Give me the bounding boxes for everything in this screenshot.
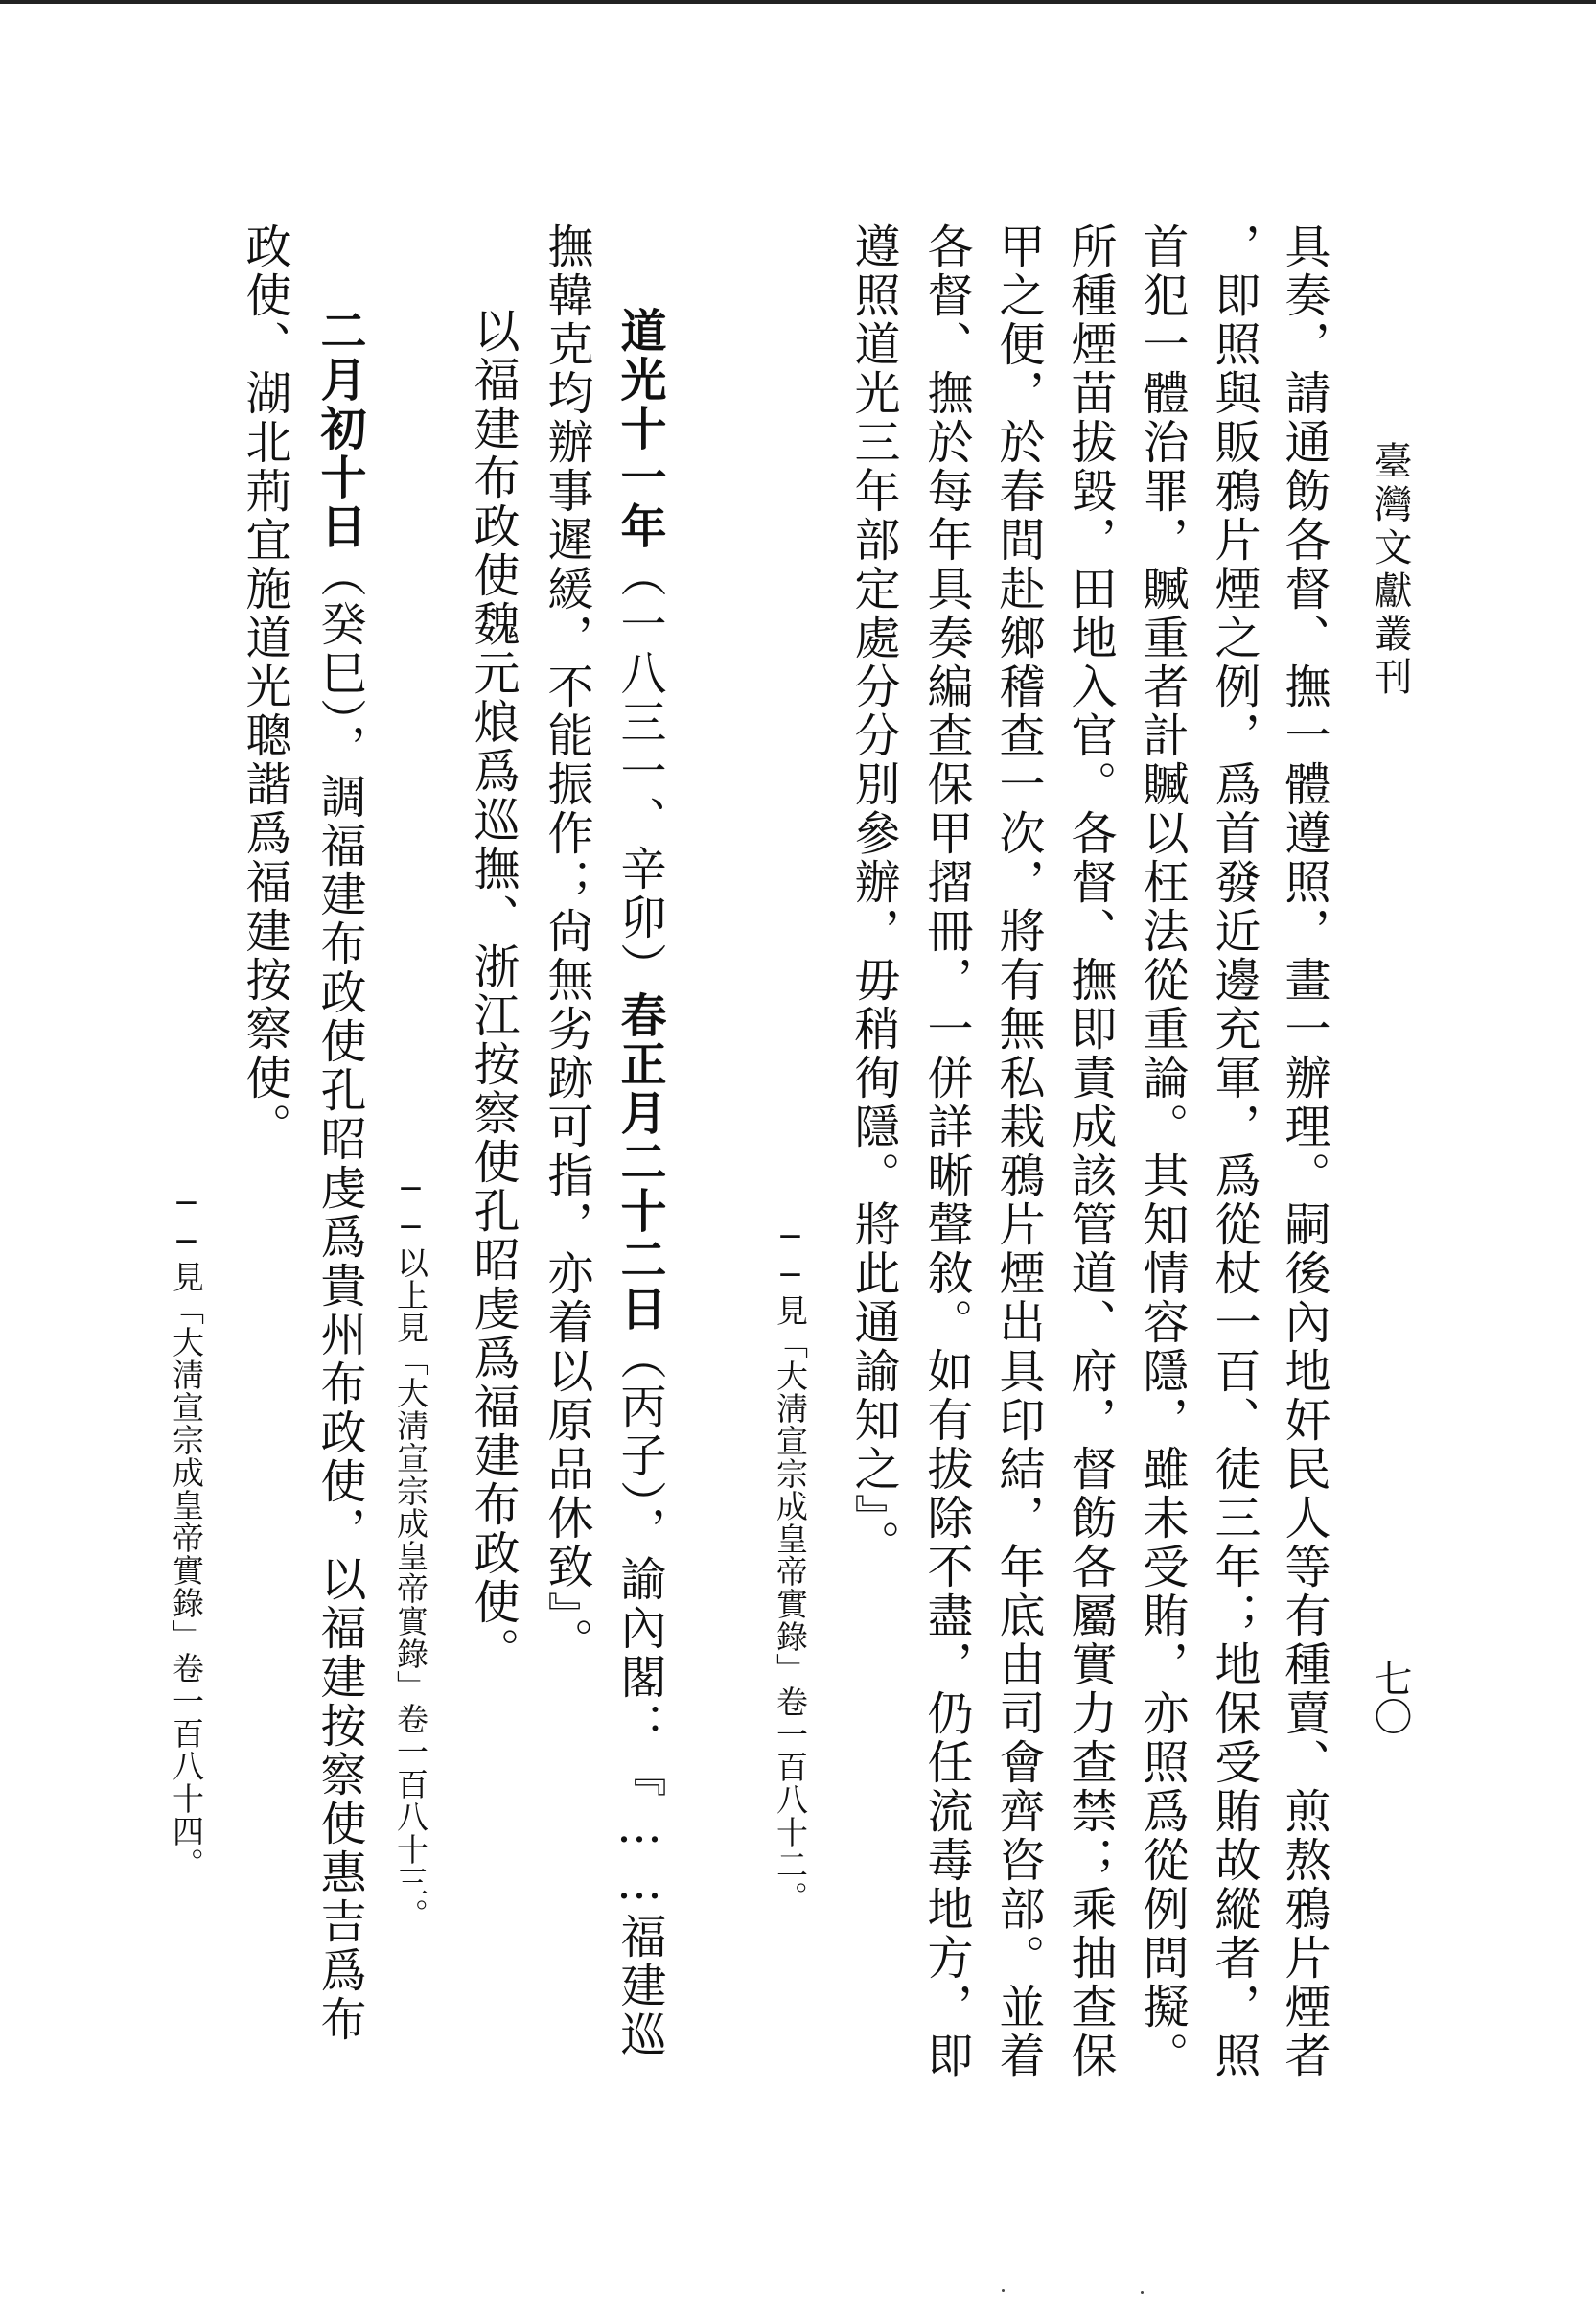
- passage-line-2: ，即照與販鴉片煙之例，爲首發近邊充軍，爲從杖一百、徒三年；地保受賄故縱者，照: [1207, 222, 1261, 2080]
- scan-speck: [1002, 2289, 1005, 2292]
- passage-line-1: 具奏，請通飭各督、撫一體遵照，畫一辦理。嗣後內地奸民人等有種賣、煎熬鴉片煙者: [1277, 222, 1330, 2080]
- top-border-rule: [0, 0, 1596, 4]
- entry2-citation: ──見「大淸宣宗成皇帝實錄」卷一百八十四。: [168, 1184, 205, 1880]
- scan-speck: [1141, 2291, 1144, 2294]
- entry2-date-note: （癸巳），調福建布政使孔昭虔爲貴州布政使，以福建按察使惠吉爲布: [312, 551, 366, 2044]
- entry1-month-day: 春正月二十二日: [613, 991, 666, 1334]
- running-header-title: 臺灣文獻叢刊: [1368, 441, 1412, 700]
- entry1-day-note: （丙子），諭內閣：『……福建巡: [613, 1334, 666, 2059]
- entry1-line-2: 撫韓克均辦事遲緩，不能振作；尙無劣跡可指，亦着以原品休致』。: [540, 222, 593, 1666]
- entry2-line-2: 政使、湖北荊宜施道光聰諧爲福建按察使。: [238, 222, 291, 1151]
- passage1-citation: ──見「大淸宣宗成皇帝實錄」卷一百八十二。: [772, 1218, 809, 1914]
- entry1-year-note: （一八三一、辛卯）: [613, 551, 666, 991]
- page-number: 七〇: [1368, 1659, 1412, 1735]
- passage-line-4: 所種煙苗拔毀，田地入官。各督、撫即責成該管道、府，督飭各屬實力查禁；乘抽查保: [1063, 222, 1117, 2080]
- entry1-citation: ──以上見「大淸宣宗成皇帝實錄」卷一百八十三。: [392, 1170, 429, 1931]
- entry2-date: 二月初十日: [312, 307, 366, 551]
- passage-line-5: 甲之便，於春間赴鄉稽查一次，將有無私栽鴉片煙出具印結，年底由司會齊咨部。並着: [991, 222, 1045, 2080]
- entry1-line-1: [613, 307, 666, 2059]
- passage-line-6: 各督、撫於每年具奏編查保甲摺冊，一併詳晰聲敘。如有拔除不盡，仍任流毒地方，即: [919, 222, 973, 2080]
- entry2-line-1: [312, 307, 366, 2044]
- passage-line-7: 遵照道光三年部定處分分別參辦，毋稍徇隱。將此通諭知之』。: [846, 222, 900, 1568]
- passage-line-3: 首犯一體治罪，贓重者計贓以枉法從重論。其知情容隱，雖未受賄，亦照爲從例問擬。: [1135, 222, 1189, 2080]
- entry1-date: 道光十一年: [613, 307, 666, 551]
- entry1-line-3: 以福建布政使魏元烺爲巡撫、浙江按察使孔昭虔爲福建布政使。: [466, 307, 520, 1676]
